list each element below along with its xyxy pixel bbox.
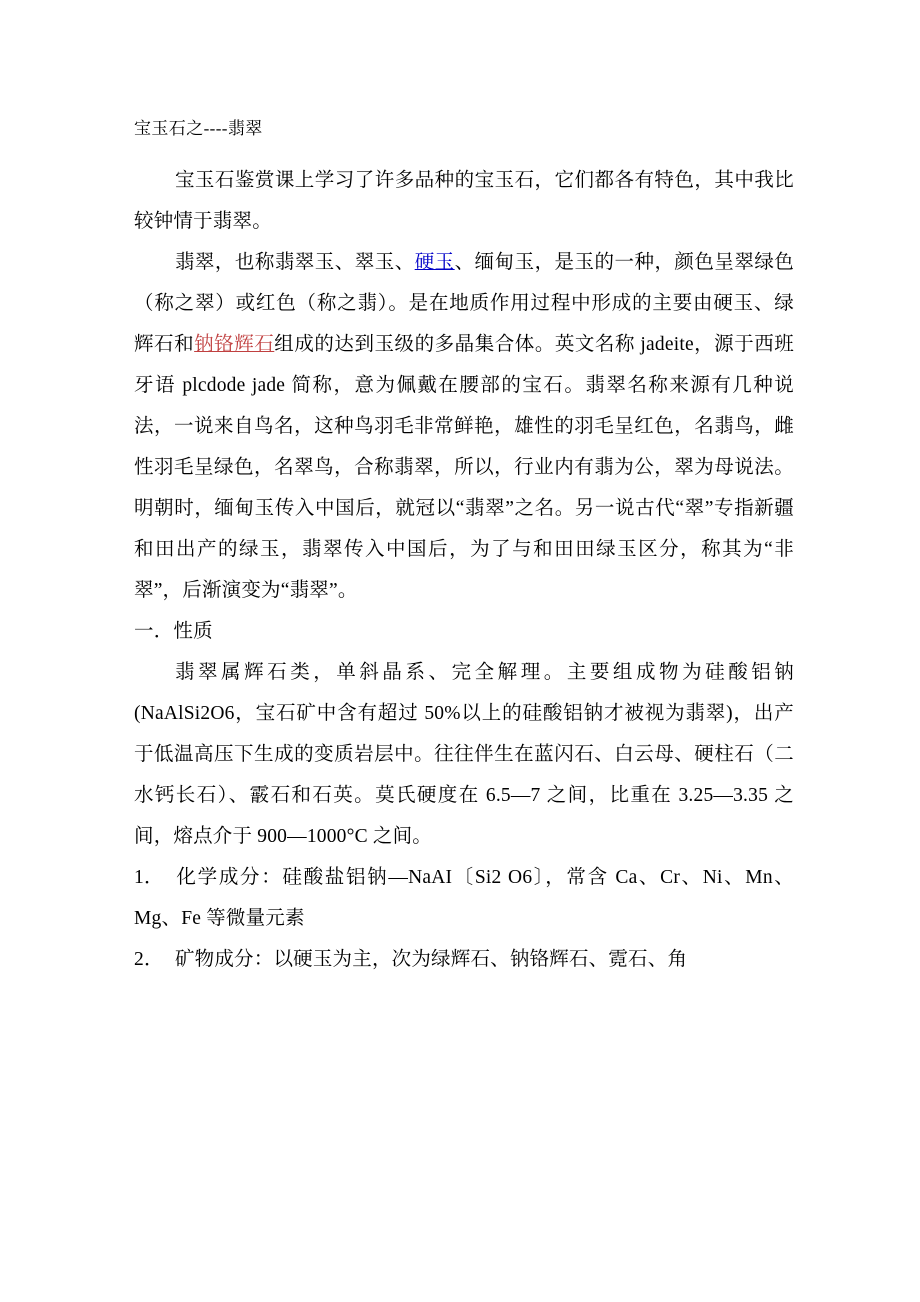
list-item-text-2: 矿物成分：以硬玉为主，次为绿辉石、钠铬辉石、霓石、角 [174, 949, 688, 970]
definition-run-1: 翡翠，也称翡翠玉、翠玉、 [174, 252, 415, 273]
list-item-text-1: 化学成分：硅酸盐铝钠—NaAI〔Si2 O6〕，常含 Ca、Cr、Ni、Mn、Mg、Fe 等微量元素 [134, 867, 794, 929]
paragraph-intro-text: 宝玉石鉴赏课上学习了许多品种的宝玉石，它们都各有特色，其中我比较钟情于翡翠。 [134, 170, 794, 232]
list-item-number-2: 2． [134, 949, 164, 970]
paragraph-intro [134, 160, 794, 242]
document-body [134, 112, 794, 980]
list-item-chemical-composition [134, 857, 794, 939]
link-kosmochlor[interactable]: 钠铬辉石 [194, 334, 275, 355]
section-heading-properties: 一．性质 [134, 621, 213, 642]
list-item-mineral-composition [134, 939, 794, 980]
paragraph-properties: 翡翠属辉石类，单斜晶系、完全解理。主要组成物为硅酸铝钠(NaAlSi2O6，宝石矿中含有超过 50%以上的硅酸铝钠才被视为翡翠)，出产于低温高压下生成的变质岩层中。往往伴生在蓝闪石、白云母、硬柱石（二水钙长石）、霰石和石英。莫氏硬度在 6.5—7 之间，比重在 3.25—3.35 之间，熔点介于 900—1000°C 之间。 [134, 662, 794, 847]
definition-run-5: 组成的达到玉级的多晶集合体。英文名称 jadeite，源于西班牙语 plcdode jade 简称，意为佩戴在腰部的宝石。翡翠名称来源有几种说法，一说来自鸟名，这种鸟羽毛非常鲜艳，雄性的羽毛呈红色，名翡鸟，雌性羽毛呈绿色，名翠鸟，合称翡翠，所以，行业内有翡为公，翠为母说法。明朝时，缅甸玉传入中国后，就冠以“翡翠”之名。另一说古代“翠”专指新疆和田出产的绿玉，翡翠传入中国后，为了与和田田绿玉区分，称其为“非翠”，后渐演变为“翡翠”。 [134, 334, 794, 601]
definition-run-3: 、缅甸玉，是玉的一种，颜色呈翠绿色（称之翠）或红色（称之翡）。是在地质作用过程中形成的主要由硬玉、绿辉石和 [134, 252, 795, 355]
link-hard-jade[interactable]: 硬玉 [414, 252, 455, 273]
list-item-number-1: 1． [134, 867, 164, 888]
paragraph-definition [134, 242, 794, 611]
document-title: 宝玉石之----翡翠 [134, 119, 263, 138]
